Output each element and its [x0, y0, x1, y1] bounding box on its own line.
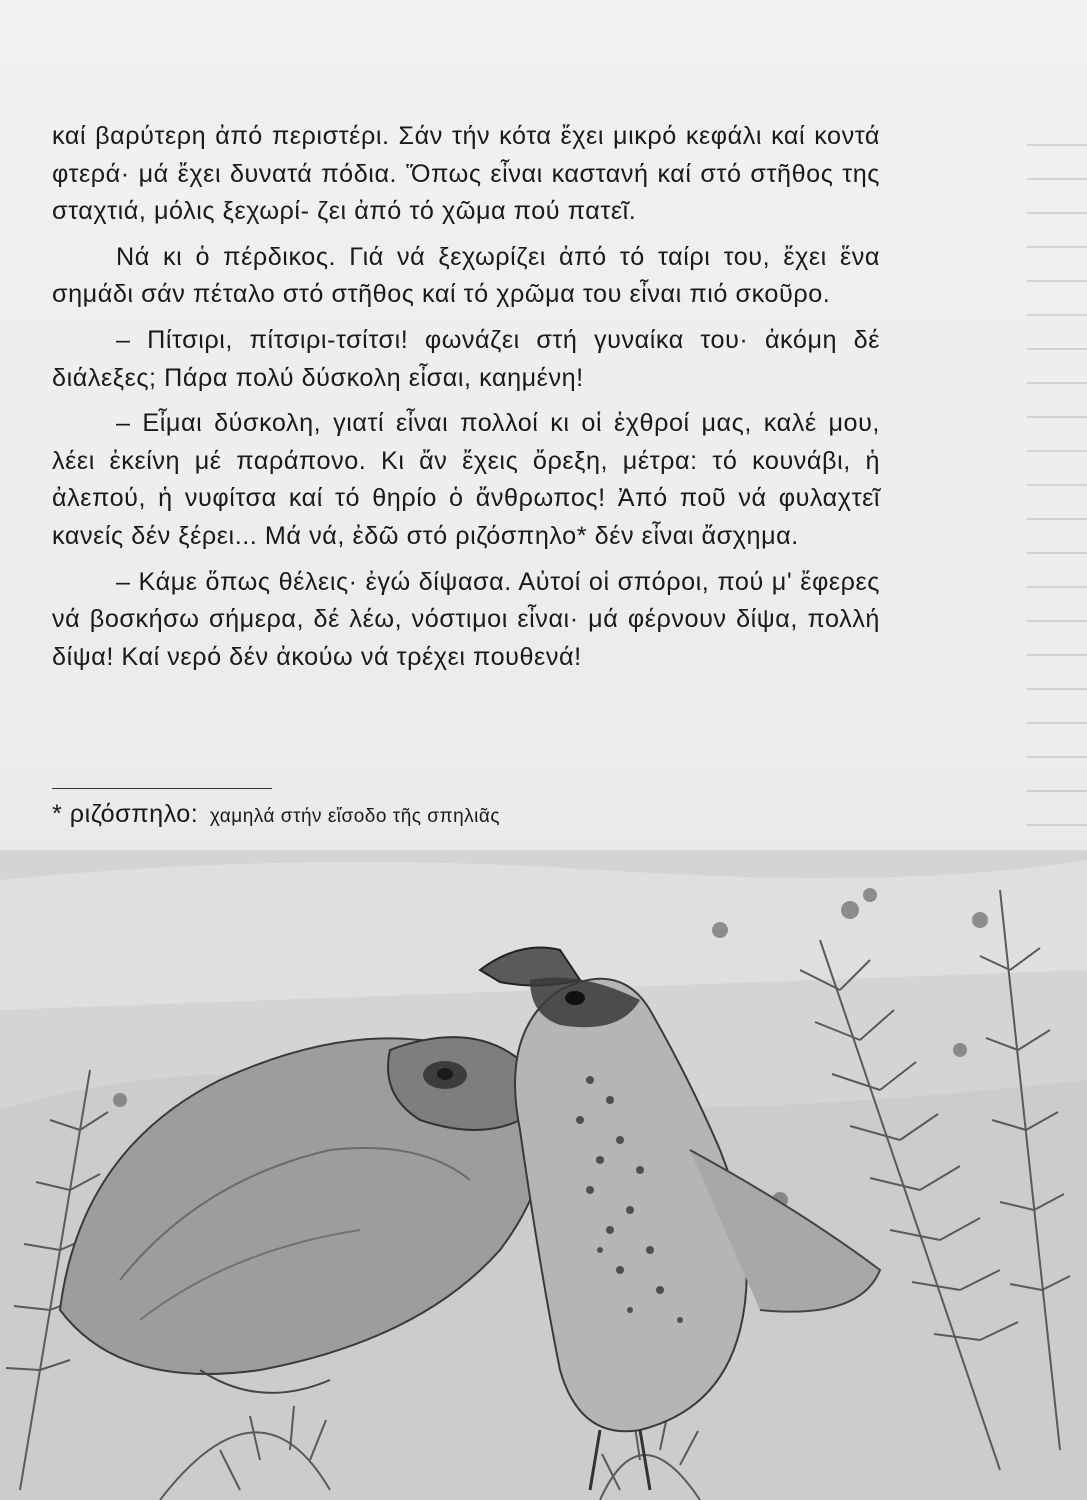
paragraph: [52, 118, 880, 231]
text-line: καί βαρύτερη ἀπό περιστέρι. Σάν τήν κότα ἔχει μικρό: [52, 122, 677, 150]
paragraph: [52, 564, 880, 677]
text-line: – Κάμε ὅπως θέλεις· ἐγώ δίψασα. Αὐτοί οἱ σπόροι,: [116, 567, 710, 596]
footnote: [52, 800, 500, 829]
text-line: – Εἶμαι δύσκολη, γιατί εἶναι πολλοί κι οἱ ἐχθροί μας,: [116, 409, 752, 438]
text-line: εἶναι· μά φέρνουν δίψα, πολλή δίψα! Καί νερό δέν ἀκούω: [52, 605, 880, 671]
text-line: πού μ' ἔφερες νά βοσκήσω σήμερα, δέ λέω, νόστιμοι: [52, 567, 880, 634]
text-line: νά τρέχει πουθενά!: [360, 642, 582, 671]
text-line: ἄνθρωπος! Ἀπό ποῦ νά φυλαχτεῖ κανείς δέν ξέρει... Μά: [52, 484, 880, 550]
text-line: μέτρα: τό κουνάβι, ἡ ἀλεπού, ἡ νυφίτσα καί τό θηρίο ὁ: [52, 446, 881, 513]
paragraph: [52, 239, 880, 314]
text-line: – Πίτσιρι, πίτσιρι-τσίτσι! φωνάζει στή γυναίκα του·: [116, 325, 749, 354]
text-line: ἔχει ἕνα σημάδι σάν πέταλο στό στῆθος καί τό χρῶμα: [52, 242, 880, 309]
text-line: Νά κι ὁ πέρδικος. Γιά νά ξεχωρίζει ἀπό τό ταίρι του,: [116, 242, 771, 271]
text-line: νά, ἐδῶ στό ριζόσπηλο* δέν εἶναι ἄσχημα.: [309, 521, 799, 550]
paragraph: [52, 322, 880, 397]
footnote-term: * ριζόσπηλο:: [52, 800, 199, 828]
text-line: ἀκόμη δέ διάλεξες; Πάρα πολύ δύσκολη εἶσαι, καημένη!: [52, 325, 880, 392]
text-line: εἶναι καστανή καί στό στῆθος της σταχτιά, μόλις ξεχωρί-: [52, 159, 880, 226]
paragraph: [52, 405, 880, 555]
footnote-divider: [52, 788, 272, 789]
story-text: [52, 118, 880, 684]
text-line: κεφάλι καί κοντά φτερά· μά ἔχει δυνατά πόδια. Ὅπως: [52, 122, 880, 188]
text-line: καλέ μου, λέει ἐκείνη μέ παράπονο. Κι ἄν ἔχεις ὄρεξη,: [52, 409, 880, 475]
text-line: ζει ἀπό τό χῶμα πού πατεῖ.: [317, 197, 637, 226]
partridges-illustration: [0, 850, 1087, 1500]
footnote-definition: χαμηλά στήν εἴσοδο τῆς σπηλιᾶς: [209, 806, 501, 827]
text-line: του εἶναι πιό σκοῦρο.: [582, 280, 831, 309]
bleed-through-text: [1027, 120, 1087, 880]
